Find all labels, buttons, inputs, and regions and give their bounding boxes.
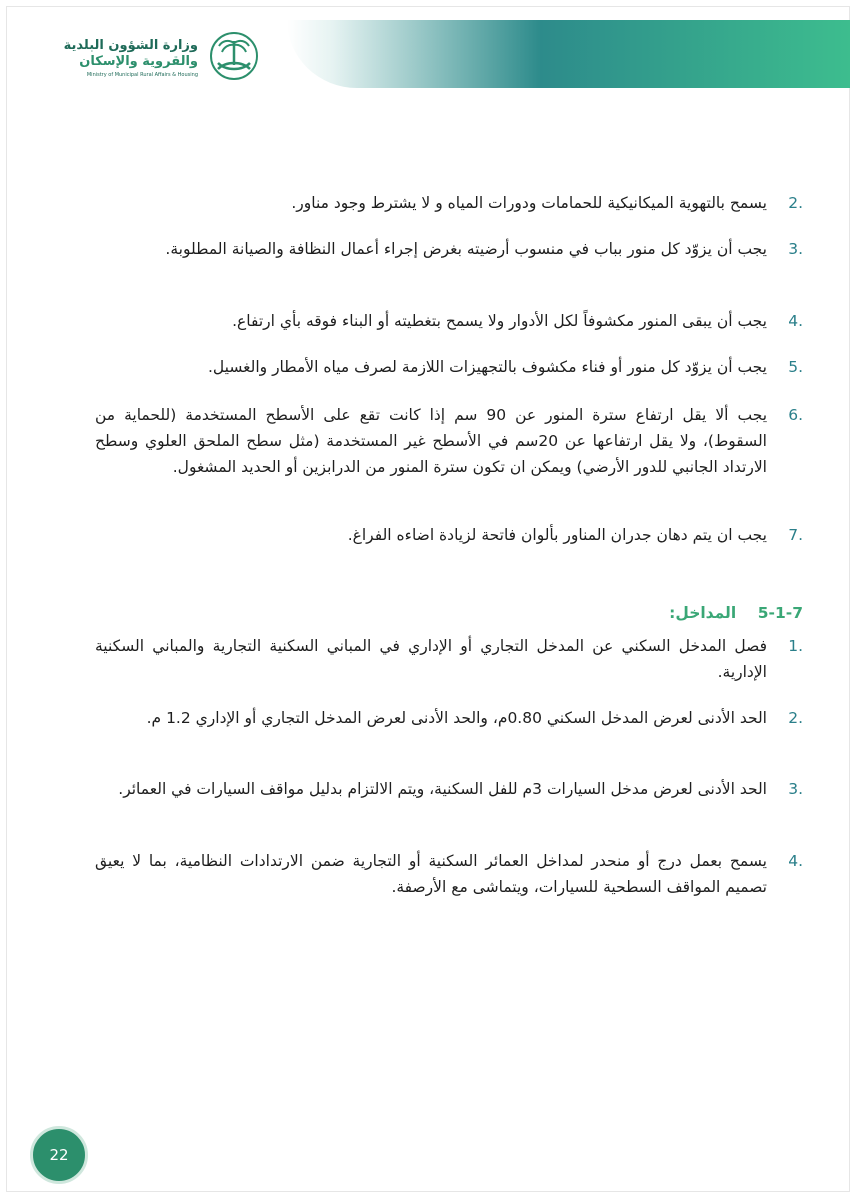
- ministry-name: [63, 38, 198, 78]
- section-number: 5-1-7: [757, 604, 803, 622]
- palm-and-swords-emblem-icon: [204, 31, 264, 85]
- ministry-logo: [63, 32, 270, 84]
- header-band: [287, 20, 850, 88]
- list-item-number: 3.: [788, 780, 803, 798]
- list-item: [95, 848, 803, 900]
- list-item: [95, 236, 803, 262]
- section-title: المداخل:: [669, 604, 737, 622]
- list-item-text: الحد الأدنى لعرض المدخل السكني 0.80م، والحد الأدنى لعرض المدخل التجاري أو الإداري 1.2 م.: [146, 709, 767, 727]
- list-item-number: 5.: [788, 358, 803, 376]
- list-item: [95, 354, 803, 380]
- list-item-text: يجب أن يبقى المنور مكشوفاً لكل الأدوار ولا يسمح بتغطيته أو البناء فوقه بأي ارتفاع.: [232, 312, 767, 330]
- ministry-name-en: Ministry of Municipal Rural Affairs & Housing: [86, 72, 198, 78]
- ministry-name-ar-line1: وزارة الشؤون البلدية: [63, 38, 198, 53]
- list-item-number: 2.: [788, 194, 803, 212]
- list-item-text: يسمح بعمل درج أو منحدر لمداخل العمائر السكنية أو التجارية ضمن الارتدادات النظامية، بما لا يعيق تصميم المواقف السطحية للسيارات، ويتماشى مع الأرصفة.: [95, 852, 767, 896]
- list-item-text: الحد الأدنى لعرض مدخل السيارات 3م للفل السكنية، ويتم الالتزام بدليل مواقف السيارات في العمائر.: [118, 780, 767, 798]
- list-item-number: 7.: [788, 526, 803, 544]
- page-number: 22: [49, 1146, 69, 1164]
- list-item-number: 4.: [788, 852, 803, 870]
- list-item-text: يجب ألا يقل ارتفاع سترة المنور عن 90 سم إذا كانت تقع على الأسطح المستخدمة (للحماية من السقوط)، ولا يقل ارتفاعها عن 20سم في الأسطح غير المستخدمة (مثل سطح الملحق العلوي وسطح الارتداد الجانبي للدور الأرضي) ويمكن ان تكون سترة المنور من الدرابزين أو الحديد المشغول.: [95, 406, 768, 476]
- section-heading: [95, 600, 803, 626]
- list-item: [95, 402, 803, 480]
- list-item-text: يجب ان يتم دهان جدران المناور بألوان فاتحة لزيادة اضاءه الفراغ.: [347, 526, 767, 544]
- list-item-text: فصل المدخل السكني عن المدخل التجاري أو الإداري في المباني السكنية التجارية والمباني السكنية الإدارية.: [95, 637, 767, 681]
- list-item-number: 4.: [788, 312, 803, 330]
- list-item-text: يسمح بالتهوية الميكانيكية للحمامات ودورات المياه و لا يشترط وجود مناور.: [291, 194, 767, 212]
- list-item: [95, 522, 803, 548]
- list-item-number: 1.: [788, 637, 803, 655]
- list-item-number: 6.: [788, 406, 803, 424]
- list-item-number: 3.: [788, 240, 803, 258]
- list-item-text: يجب أن يزوّد كل منور بباب في منسوب أرضيته بغرض إجراء أعمال النظافة والصيانة المطلوبة.: [165, 240, 767, 258]
- list-item: [95, 633, 803, 685]
- page: [6, 6, 850, 1192]
- list-item-text: يجب أن يزوّد كل منور أو فناء مكشوف بالتجهيزات اللازمة لصرف مياه الأمطار والغسيل.: [207, 358, 767, 376]
- ministry-name-ar-line2: والقروية والإسكان: [79, 54, 198, 69]
- list-item: [95, 776, 803, 802]
- list-item: [95, 190, 803, 216]
- list-item-number: 2.: [788, 709, 803, 727]
- page-number-badge: [30, 1126, 88, 1184]
- list-item: [95, 705, 803, 731]
- list-item: [95, 308, 803, 334]
